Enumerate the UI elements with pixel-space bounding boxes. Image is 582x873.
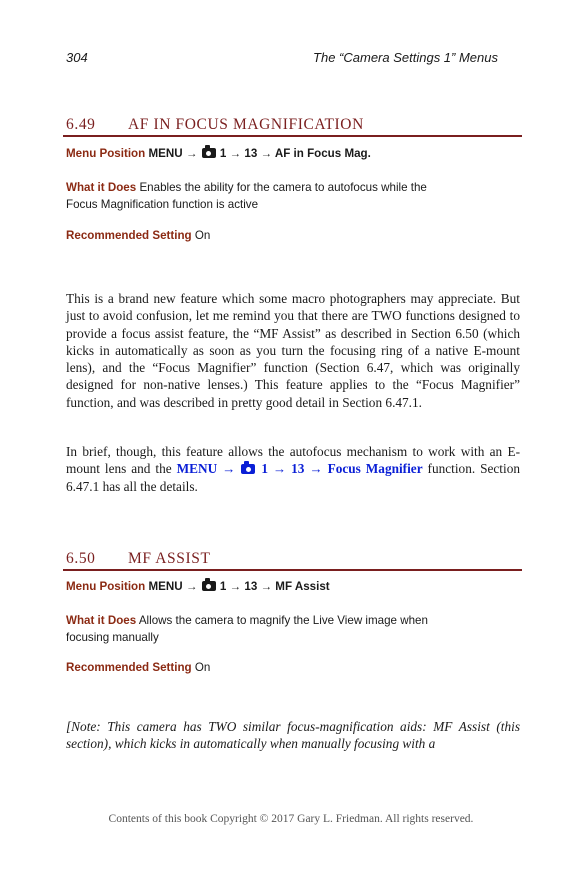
section-649-menu-position: [66, 147, 371, 160]
menu-position-label: Menu Position: [66, 147, 146, 160]
page-number: 304: [66, 50, 88, 65]
running-title: The “Camera Settings 1” Menus: [313, 50, 498, 65]
menu-path-start: MENU →: [148, 580, 198, 593]
camera-icon: [202, 148, 216, 158]
section-649-what-line1: [66, 181, 427, 194]
menu-link-start: MENU →: [176, 461, 236, 477]
recommended-label: Recommended Setting: [66, 661, 192, 674]
section-649-paragraph-1: This is a brand new feature which some macro photographers may appreciate. But just to avoid confusion, let me remind you that there are TWO functions designed to provide a focus assist feature, the “MF Assist” as described in Section 6.50 (which kicks in automatically as soon as you turn the focusing ring of a native E-mount lens), and the “Focus Magnifier” function (Section 6.47, which was originally designed for non-native lenses.) This feature applies to the “Focus Magnifier” function, and was described in pretty good detail in Section 6.47.1.: [66, 291, 520, 410]
menu-path-rest: 1 → 13 → MF Assist: [219, 580, 330, 593]
what-it-does-label: What it Does: [66, 181, 137, 194]
section-650-number: 6.50: [66, 550, 96, 567]
recommended-value: On: [194, 661, 211, 674]
section-650-what-line1: [66, 614, 428, 627]
section-649-recommended: [66, 229, 210, 242]
menu-position-label: Menu Position: [66, 580, 146, 593]
what-it-does-text-1: Enables the ability for the camera to autofocus while the: [139, 181, 427, 194]
section-650-title: MF ASSIST: [128, 550, 211, 567]
paragraph-2-start: In brief, though, this feature allows the autofocus mechanism to work with an E-mount lens and the: [66, 444, 520, 477]
menu-path-start: MENU →: [148, 147, 198, 160]
what-it-does-label: What it Does: [66, 614, 137, 627]
what-it-does-text-2: Focus Magnification function is active: [66, 198, 259, 211]
recommended-label: Recommended Setting: [66, 229, 192, 242]
recommended-value: On: [194, 229, 211, 242]
menu-link-rest: 1 → 13 → Focus Magnifier: [261, 461, 423, 477]
camera-icon: [202, 581, 216, 591]
copyright-footer: Contents of this book Copyright © 2017 Gary L. Friedman. All rights reserved.: [108, 813, 474, 825]
focus-magnifier-menu-link[interactable]: [177, 461, 423, 476]
what-it-does-text-2: focusing manually: [66, 631, 159, 644]
section-650-recommended: [66, 661, 210, 674]
section-649-rule: [63, 135, 522, 137]
menu-path-rest: 1 → 13 → AF in Focus Mag.: [219, 147, 371, 160]
section-650-menu-position: [66, 580, 330, 593]
what-it-does-text-1: Allows the camera to magnify the Live View image when: [138, 614, 428, 627]
section-649-number: 6.49: [66, 116, 96, 133]
section-649-paragraph-2: [66, 443, 520, 495]
section-649-title: AF IN FOCUS MAGNIFICATION: [128, 116, 364, 133]
section-650-rule: [63, 569, 522, 571]
paragraph-2-end: function. Section 6.47.1 has all the details.: [66, 461, 520, 494]
camera-icon: [241, 464, 255, 474]
section-650-note: [Note: This camera has TWO similar focus-magnification aids: MF Assist (this section), which kicks in automatically when manually focusing with a: [66, 719, 520, 752]
